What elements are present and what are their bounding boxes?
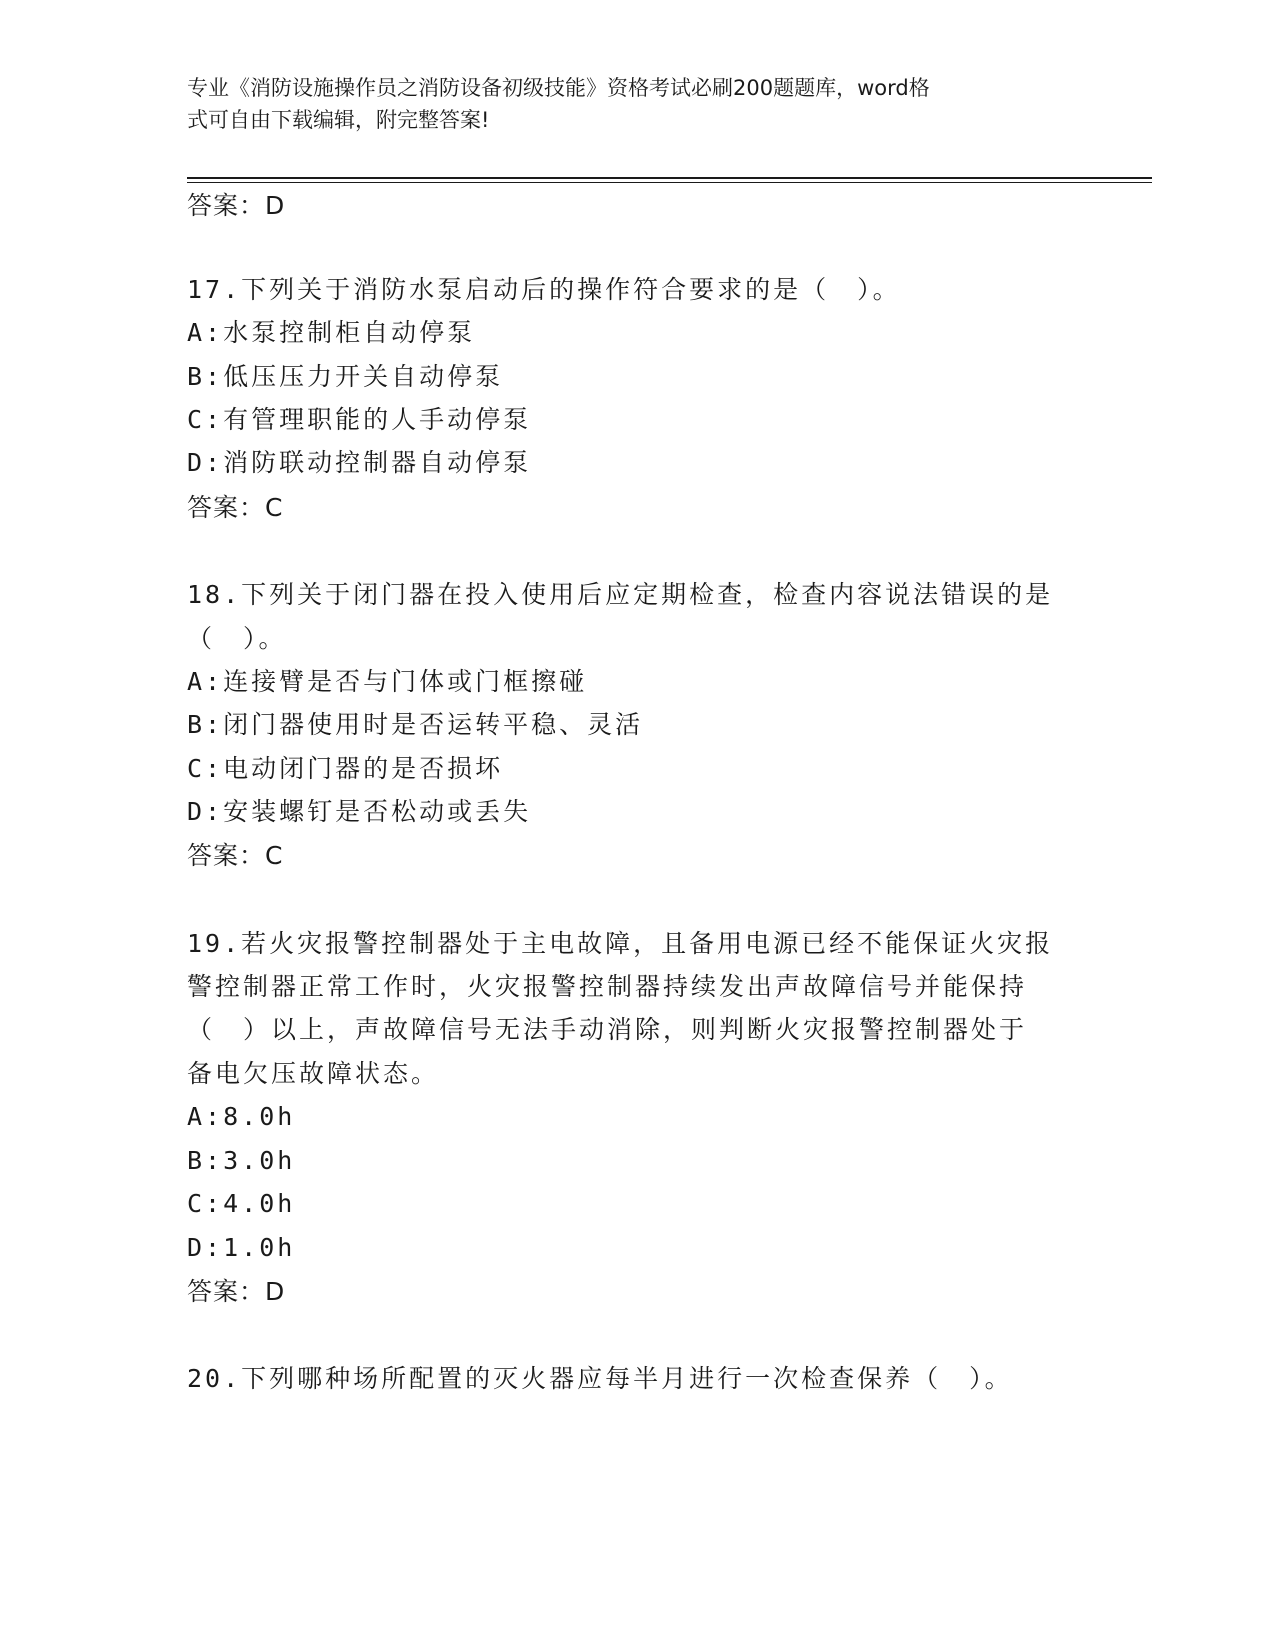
question-19-answer: 答案：D [187, 1277, 286, 1306]
question-17-answer: 答案：C [187, 493, 284, 522]
header-divider-thin [187, 182, 1152, 183]
document-header [187, 72, 1067, 136]
question-18-stem-line-2: （ ）。 [187, 624, 287, 653]
header-divider-thick [187, 177, 1152, 179]
question-19-option-d: D:1.0h [187, 1233, 296, 1262]
question-18-option-a: A:连接臂是否与门体或门框擦碰 [187, 667, 588, 696]
question-17-option-c: C:有管理职能的人手动停泵 [187, 405, 532, 434]
question-18-option-d: D:安装螺钉是否松动或丢失 [187, 797, 532, 826]
question-17-option-d: D:消防联动控制器自动停泵 [187, 448, 532, 477]
question-19-option-c: C:4.0h [187, 1189, 296, 1218]
header-line-1: 专业《消防设施操作员之消防设备初级技能》资格考试必刷200题题库，word格 [187, 76, 930, 100]
question-19-stem-line-2: 警控制器正常工作时，火灾报警控制器持续发出声故障信号并能保持 [187, 972, 1028, 1001]
question-17-option-b: B:低压压力开关自动停泵 [187, 362, 504, 391]
question-18-answer: 答案：C [187, 841, 284, 870]
question-18-option-c: C:电动闭门器的是否损坏 [187, 754, 504, 783]
answer-previous: 答案：D [187, 191, 286, 220]
question-18-stem-line-1: 18.下列关于闭门器在投入使用后应定期检查，检查内容说法错误的是 [187, 580, 1054, 609]
question-17-stem: 17.下列关于消防水泵启动后的操作符合要求的是（ ）。 [187, 275, 901, 304]
question-19-stem-line-1: 19.若火灾报警控制器处于主电故障，且备用电源已经不能保证火灾报 [187, 929, 1054, 958]
question-17-option-a: A:水泵控制柜自动停泵 [187, 318, 476, 347]
question-18-option-b: B:闭门器使用时是否运转平稳、灵活 [187, 710, 644, 739]
header-line-2: 式可自由下载编辑，附完整答案! [187, 108, 490, 132]
question-19-option-b: B:3.0h [187, 1146, 296, 1175]
question-20-stem: 20.下列哪种场所配置的灭火器应每半月进行一次检查保养（ ）。 [187, 1364, 1013, 1393]
question-19-option-a: A:8.0h [187, 1102, 296, 1131]
question-19-stem-line-3: （ ）以上，声故障信号无法手动消除，则判断火灾报警控制器处于 [187, 1015, 1028, 1044]
question-19-stem-line-4: 备电欠压故障状态。 [187, 1059, 440, 1088]
